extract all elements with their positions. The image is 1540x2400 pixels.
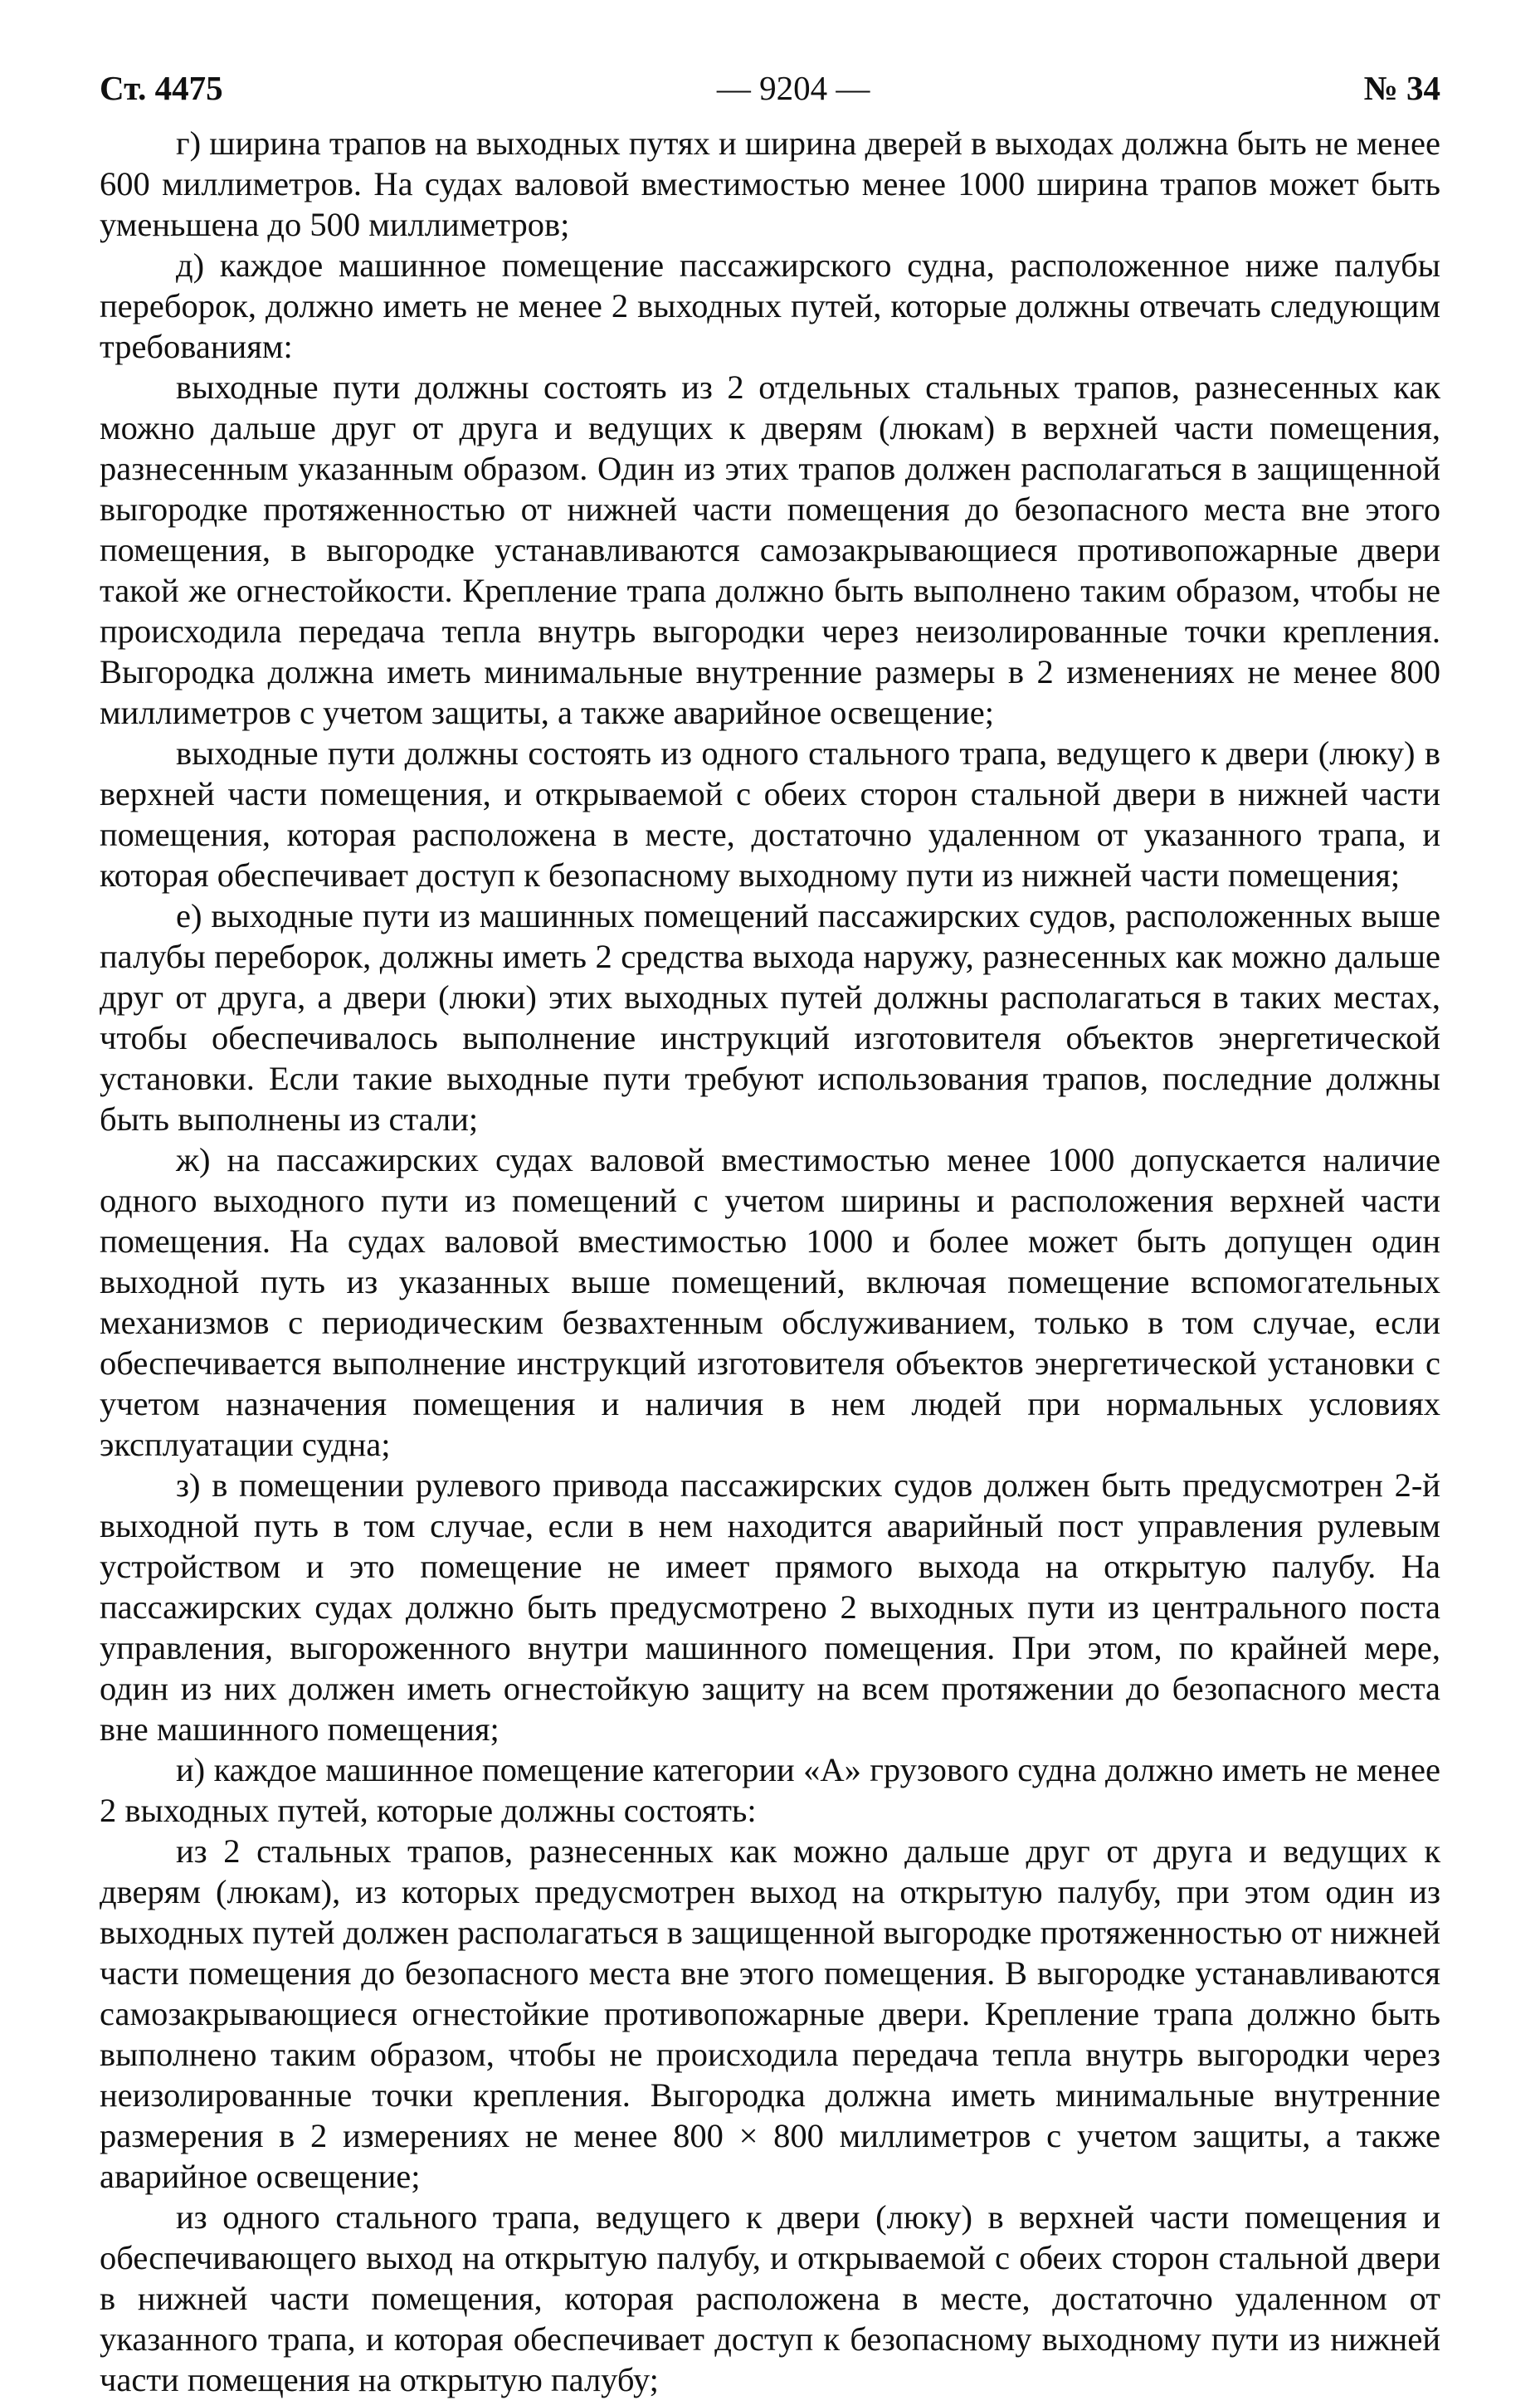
paragraph-d-option-1: выходные пути должны состоять из 2 отдельных стальных трапов, разнесенных как можно дальше друг от друга и ведущих к дверям (люкам) в верхней части помещения, разнесенным указанным образом. Один из этих трапов должен располагаться в защищенной выгородке протяженностью от нижней части помещения до безопасного места вне этого помещения, в выгородке устанавливаются самозакрывающиеся противопожарные двери такой же огнестойкости. Крепление трапа должно быть выполнено таким образом, чтобы не происходила передача тепла внутрь выгородки через неизолированные точки крепления. Выгородка должна иметь минимальные внутренние размеры в 2 изменениях не менее 800 миллиметров с учетом защиты, а также аварийное освещение; <box>100 368 1440 731</box>
document-page <box>100 66 1440 2400</box>
paragraph-d: д) каждое машинное помещение пассажирского судна, расположенное ниже палубы переборок, должно иметь не менее 2 выходных путей, которые должны отвечать следующим требованиям: <box>100 246 1440 365</box>
paragraph-i-option-2: из одного стального трапа, ведущего к двери (люку) в верхней части помещения и обеспечивающего выход на открытую палубу, и открываемой с обеих сторон стальной двери в нижней части помещения, которая расположена в месте, достаточно удаленном от указанного трапа, и которая обеспечивает доступ к безопасному выходному пути из нижней части помещения на открытую палубу; <box>100 2198 1440 2398</box>
issue-number: № 34 <box>1363 69 1440 107</box>
paragraph-z: з) в помещении рулевого привода пассажирских судов должен быть предусмотрен 2-й выходной путь в том случае, если в нем находится аварийный пост управления рулевым устройством и это помещение не имеет прямого выхода на открытую палубу. На пассажирских судах должно быть предусмотрено 2 выходных пути из центрального поста управления, выгороженного внутри машинного помещения. При этом, по крайней мере, один из них должен иметь огнестойкую защиту на всем протяжении до безопасного места вне машинного помещения; <box>100 1466 1440 1748</box>
document-body <box>100 123 1440 2400</box>
page-header <box>100 66 1440 110</box>
page-number: — 9204 — <box>716 69 870 107</box>
paragraph-g: г) ширина трапов на выходных путях и ширина дверей в выходах должна быть не менее 600 миллиметров. На судах валовой вместимостью менее 1000 ширина трапов может быть уменьшена до 500 миллиметров; <box>100 124 1440 243</box>
paragraph-i-option-1: из 2 стальных трапов, разнесенных как можно дальше друг от друга и ведущих к дверям (люкам), из которых предусмотрен выход на открытую палубу, при этом один из выходных путей должен располагаться в защищенной выгородке протяженностью от нижней части помещения до безопасного места вне этого помещения. В выгородке устанавливаются самозакрывающиеся огнестойкие противопожарные двери. Крепление трапа должно быть выполнено таким образом, чтобы не происходила передача тепла внутрь выгородки через неизолированные точки крепления. Выгородка должна иметь минимальные внутренние размерения в 2 измерениях не менее 800 × 800 миллиметров с учетом защиты, а также аварийное освещение; <box>100 1832 1440 2195</box>
paragraph-i: и) каждое машинное помещение категории «А» грузового судна должно иметь не менее 2 выходных путей, которые должны состоять: <box>100 1751 1440 1829</box>
paragraph-d-option-2: выходные пути должны состоять из одного стального трапа, ведущего к двери (люку) в верхней части помещения, и открываемой с обеих сторон стальной двери в нижней части помещения, которая расположена в месте, достаточно удаленном от указанного трапа, и которая обеспечивает доступ к безопасному выходному пути из нижней части помещения; <box>100 734 1440 894</box>
paragraph-zh: ж) на пассажирских судах валовой вместимостью менее 1000 допускается наличие одного выходного пути из помещений с учетом ширины и расположения верхней части помещения. На судах валовой вместимостью 1000 и более может быть допущен один выходной путь из указанных выше помещений, включая помещение вспомогательных механизмов с периодическим безвахтенным обслуживанием, только в том случае, если обеспечивается выполнение инструкций изготовителя объектов энергетической установки с учетом назначения помещения и наличия в нем людей при нормальных условиях эксплуатации судна; <box>100 1141 1440 1463</box>
article-number: Ст. 4475 <box>100 69 223 107</box>
paragraph-e: е) выходные пути из машинных помещений пассажирских судов, расположенных выше палубы переборок, должны иметь 2 средства выхода наружу, разнесенных как можно дальше друг от друга, а двери (люки) этих выходных путей должны располагаться в таких местах, чтобы обеспечивалось выполнение инструкций изготовителя объектов энергетической установки. Если такие выходные пути требуют использования трапов, последние должны быть выполнены из стали; <box>100 897 1440 1138</box>
